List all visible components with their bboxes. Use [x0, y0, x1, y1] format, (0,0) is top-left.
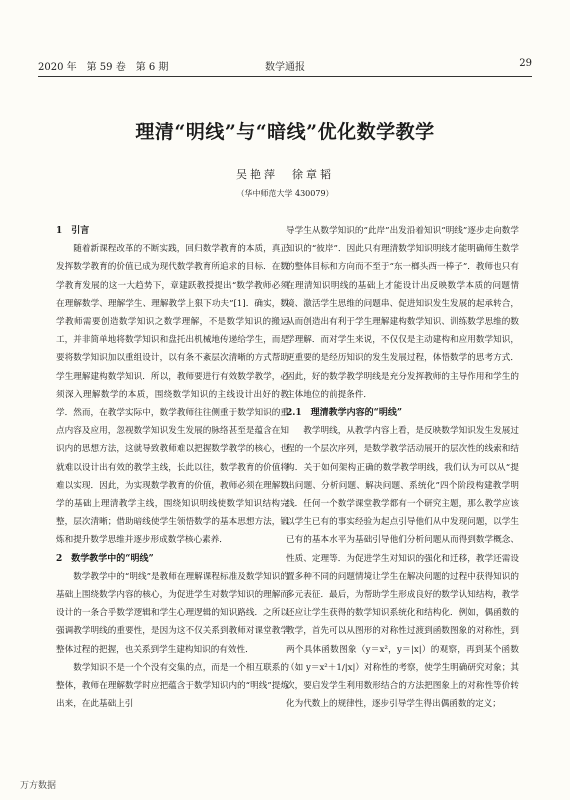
section-heading-intro: 1 引言 [56, 226, 90, 236]
paragraph: 随着新课程改革的不断实践，回归数学教育的本质，真正发挥数学教育的价值已成为现代数学教育所追求的目标．在数学教育发展的这一大趋势下，章建跃教授提出“数学教师必须在理解数学、理解学生、理解教学上狠下功夫”[1]．确实，数学教师需要创造数学知识之数学理解，不是数学知识的搬运工，并非简单地将数学知识和盘托出机械地传递给学生，而是要将数学知识加以重组设计，以有条不紊层次清晰的方式帮助学生理解建构数学知识．所以，教师要进行有效数学教学，必须深入理解数学的本质，围绕数学知识的主线设计出好的教学．然而，在教学实际中，数学教师往往侧重于数学知识的重点内容及应用，忽视数学知识发生发展的脉络甚至是蕴含在知识内的思想方法，这就导致教师难以把握数学教学的核心，也就难以设计出有效的教学主线，长此以往，数学教育的价值将难以实现．因此，为实现数学教育的价值，教师必须在理解数学的基础上理清教学主线，围绕知识明线使数学知识结构完整，层次清晰；借助暗线使学生领悟数学的基本思想方法，锻炼和提升数学思维并逐步形成数学核心素养． [56, 244, 289, 546]
paragraph: 数学教学中的“明线”是教师在理解课程标准及数学知识的基础上围绕数学内容的核心，为促进学生对数学知识的理解而设计的一条合乎数学逻辑和学生心理逻辑的知识路线．之所以强调教学明线的重要性，是因为这不仅关系到教师对课堂教学整体过程的把握，也关系到学生建构知识的有效性． [56, 571, 289, 655]
journal-issue: 2020 年 第 59 卷 第 6 期 [38, 62, 169, 73]
left-column [56, 222, 289, 713]
header-rule [38, 76, 532, 77]
paragraph: 教学明线，从教学内容上看，是反映数学知识发生发展过程的一个层次序列，是数学教学活动展开的层次性的线索和结构．关于如何架构正确的数学教学明线，我们认为可以从“提出问题、分析问题、解决问题、系统化”四个阶段构建教学明线．任何一个数学课堂教学都有一个研究主题，那么教学应该以学生已有的事实经验为起点引导他们从中发现问题，以学生已有的基本水平为基础引导他们分析问题从而得到数学概念、性质、定理等．为促进学生对知识的强化和迁移，教学还需设置多种不同的问题情境让学生在解决问题的过程中获得知识的多元表征．最后，为帮助学生形成良好的数学认知结构，教学还应让学生获得的数学知识系统化和结构化．例如，偶函数的教学，首先可以从图形的对称性过渡到函数图象的对称性，到两个具体函数图象（y＝x²，y＝|x|）的观察，再到某个函数（如 y＝x²＋1/|x|）对称性的考察，使学生明确研究对象；其次，要启发学生利用数形结合的方法把图象上的对称性等价转化为代数上的规律性，逐步引导学生得出偶函数的定义； [286, 426, 519, 710]
article-title: 理清“明线”与“暗线”优化数学教学 [135, 121, 435, 143]
paragraph: 导学生从数学知识的“此岸”出发沿着知识“明线”逐步走向数学知识的“彼岸”．因此只有理清数学知识明线才能明确师生数学的整体目标和方向而不至于“东一榔头西一棒子”．教师也只有在理清知识明线的基础上才能设计出反映数学本质的问题情境、激活学生思维的问题串、促进知识发生发展的起承转合，从而创造出有利于学生理解建构数学知识、训练数学思维的数学理解．而对学生来说，不仅仅是主动建构和应用数学知识，更重要的是经历知识的发生发展过程，体悟数学的思考方式．因此，好的数学教学明线是充分发挥教师的主导作用和学生的主体地位的前提条件． [286, 226, 519, 400]
article-authors: 吴艳萍 徐章韬 [236, 168, 334, 181]
running-header [38, 58, 532, 74]
paragraph: 数学知识不是一个个没有交集的点，而是一个相互联系的整体，教师在理解数学时应把蕴含于数学知识内的“明线”提炼出来，在此基础上引 [56, 662, 289, 710]
right-column [286, 222, 519, 713]
section-heading-explicit-line: 2 数学教学中的“明线” [56, 553, 154, 564]
watermark: 万方数据 [20, 781, 57, 791]
subsection-heading: 2.1 理清教学内容的“明线” [286, 408, 403, 419]
article-affiliation: （华中师范大学 430079） [236, 189, 334, 198]
page-number: 29 [519, 58, 532, 69]
journal-name: 数学通报 [265, 62, 305, 73]
